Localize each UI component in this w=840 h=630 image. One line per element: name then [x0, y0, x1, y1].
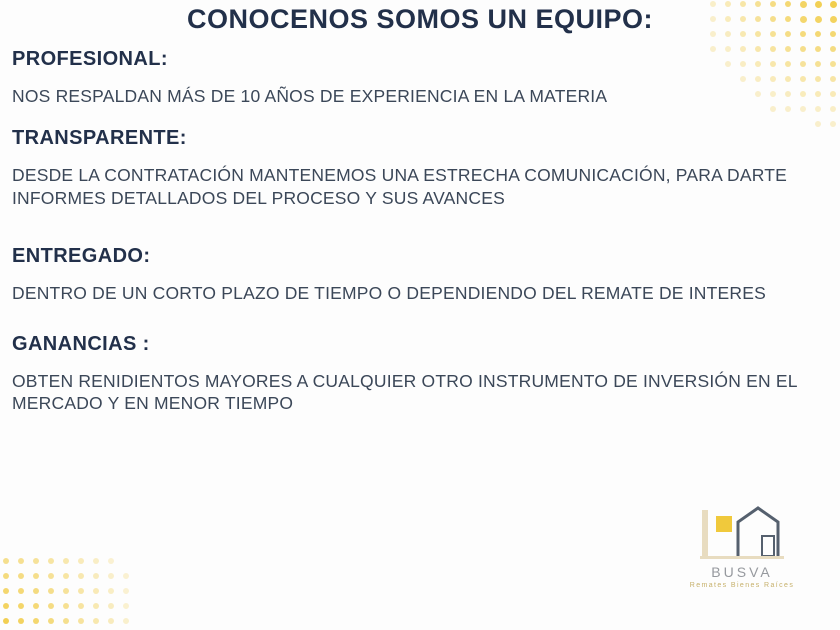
section-heading: PROFESIONAL:	[12, 48, 168, 70]
spacer	[10, 215, 810, 245]
section-body: DESDE LA CONTRATACIÓN MANTENEMOS UNA ESTRECHA COMUNICACIÓN, PARA DARTE INFORMES DETALLADOS DEL PROCESO Y SUS AVANCES	[12, 165, 788, 208]
spacer	[10, 113, 810, 127]
section-transparente	[10, 127, 810, 209]
section-heading: TRANSPARENTE:	[12, 127, 187, 150]
section-ganancias	[10, 333, 810, 415]
logo-name: BUSVA	[711, 564, 773, 580]
page-title: CONOCENOS SOMOS UN EQUIPO:	[186, 4, 654, 34]
section-body: NOS RESPALDAN MÁS DE 10 AÑOS DE EXPERIENCIA EN LA MATERIA	[12, 86, 608, 106]
section-entregado	[10, 245, 810, 304]
section-body: OBTEN RENIDIENTOS MAYORES A CUALQUIER OTRO INSTRUMENTO DE INVERSIÓN EN EL MERCADO Y EN MENOR TIEMPO	[12, 370, 798, 413]
spacer	[10, 311, 810, 333]
section-body: DENTRO DE UN CORTO PLAZO DE TIEMPO O DEPENDIENDO DEL REMATE DE INTERES	[12, 283, 766, 304]
building-icon	[692, 502, 792, 564]
section-profesional	[10, 48, 810, 107]
section-heading: ENTREGADO:	[12, 245, 151, 268]
content-area	[10, 48, 810, 420]
logo-tagline: Remates Bienes Raíces	[689, 582, 795, 589]
section-heading: GANANCIAS :	[12, 332, 150, 355]
decorative-dots-bottom-left	[0, 558, 188, 630]
logo	[682, 502, 802, 602]
